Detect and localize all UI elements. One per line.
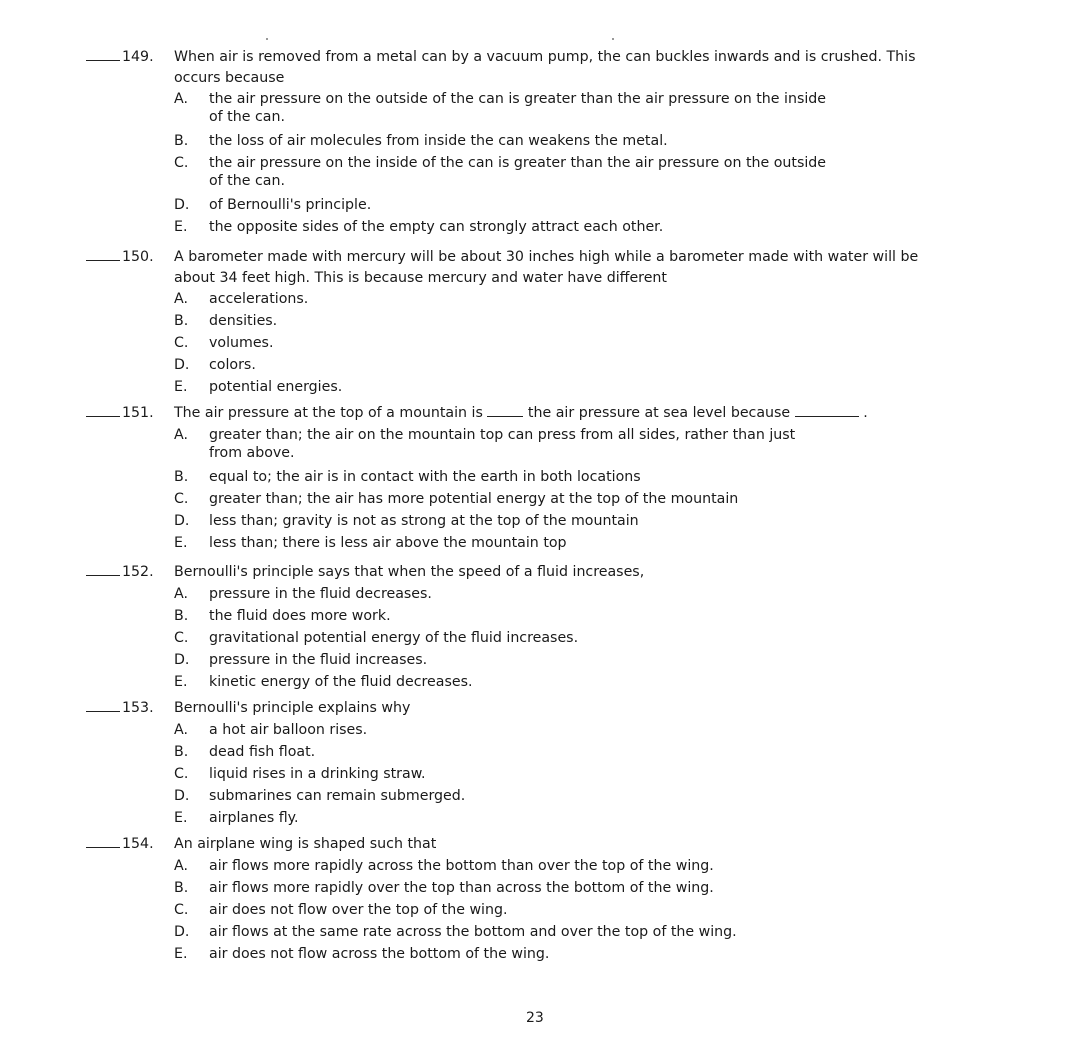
option-b [86, 605, 986, 627]
option-a [86, 719, 986, 741]
option-letter: C. [174, 902, 189, 918]
question-153 [86, 698, 986, 829]
fill-in-blank[interactable] [487, 404, 523, 417]
option-b [86, 310, 986, 332]
option-text: the air pressure on the outside of the can is greater than the air pressure on the inside [209, 91, 827, 107]
option-a-continued [86, 110, 986, 130]
answer-blank[interactable] [86, 562, 120, 576]
option-e [86, 216, 986, 238]
option-text: accelerations. [209, 291, 309, 307]
option-e [86, 376, 986, 398]
question-stem-part: . [863, 405, 868, 421]
option-text: the fluid does more work. [209, 608, 391, 624]
answer-blank[interactable] [86, 698, 120, 712]
option-letter: E. [174, 810, 188, 826]
option-b [86, 130, 986, 152]
option-text: equal to; the air is in contact with the earth in both locations [209, 469, 641, 485]
option-d [86, 194, 986, 216]
answer-blank[interactable] [86, 403, 120, 417]
option-letter: D. [174, 197, 190, 213]
option-e [86, 943, 986, 965]
question-152 [86, 562, 986, 693]
option-text: air flows at the same rate across the bottom and over the top of the wing. [209, 924, 737, 940]
question-number: 150. [122, 249, 154, 265]
option-d [86, 921, 986, 943]
option-letter: C. [174, 491, 189, 507]
option-a [86, 288, 986, 310]
option-c [86, 152, 986, 174]
question-number: 149. [122, 49, 154, 65]
question-stem [174, 403, 868, 424]
option-letter: E. [174, 379, 188, 395]
option-text-continued: of the can. [209, 109, 285, 125]
option-text: dead fish float. [209, 744, 316, 760]
question-149 [86, 47, 986, 238]
option-text: colors. [209, 357, 256, 373]
option-text: the air pressure on the inside of the can is greater than the air pressure on the outside [209, 155, 827, 171]
option-text-continued: from above. [209, 445, 295, 461]
question-number: 153. [122, 700, 154, 716]
question-stem-part: the air pressure at sea level because [527, 405, 791, 421]
option-text: air flows more rapidly across the bottom than over the top of the wing. [209, 858, 714, 874]
option-text: the opposite sides of the empty can strongly attract each other. [209, 219, 664, 235]
option-letter: A. [174, 722, 188, 738]
option-text: volumes. [209, 335, 274, 351]
option-a [86, 583, 986, 605]
option-letter: B. [174, 313, 189, 329]
option-d [86, 785, 986, 807]
option-text: air does not flow over the top of the wing. [209, 902, 508, 918]
option-letter: B. [174, 133, 189, 149]
question-number: 154. [122, 836, 154, 852]
option-letter: C. [174, 766, 189, 782]
option-letter: E. [174, 535, 188, 551]
option-text: air flows more rapidly over the top than across the bottom of the wing. [209, 880, 714, 896]
option-b [86, 466, 986, 488]
option-c [86, 899, 986, 921]
question-stem-continued: about 34 feet high. This is because mercury and water have different [174, 270, 667, 286]
option-c-continued [86, 174, 986, 194]
option-c [86, 763, 986, 785]
option-letter: C. [174, 155, 189, 171]
question-number: 151. [122, 405, 154, 421]
option-letter: A. [174, 427, 188, 443]
question-number: 152. [122, 564, 154, 580]
option-letter: A. [174, 858, 188, 874]
option-text: potential energies. [209, 379, 343, 395]
option-e [86, 532, 986, 554]
option-text: greater than; the air on the mountain top can press from all sides, rather than just [209, 427, 796, 443]
option-a-continued [86, 446, 986, 466]
option-text: kinetic energy of the fluid decreases. [209, 674, 473, 690]
option-b [86, 877, 986, 899]
option-text: less than; there is less air above the mountain top [209, 535, 567, 551]
option-d [86, 354, 986, 376]
option-letter: A. [174, 291, 188, 307]
option-text: airplanes fly. [209, 810, 299, 826]
option-letter: E. [174, 674, 188, 690]
option-letter: C. [174, 630, 189, 646]
option-text: gravitational potential energy of the fluid increases. [209, 630, 579, 646]
page-number: 23 [526, 1010, 544, 1026]
option-letter: D. [174, 513, 190, 529]
question-stem: When air is removed from a metal can by a vacuum pump, the can buckles inwards and is crushed. This [174, 49, 916, 65]
scan-mark [266, 38, 268, 40]
option-c [86, 332, 986, 354]
option-e [86, 671, 986, 693]
option-letter: D. [174, 357, 190, 373]
option-letter: A. [174, 91, 188, 107]
question-stem-continued: occurs because [174, 70, 285, 86]
fill-in-blank[interactable] [795, 404, 859, 417]
question-150 [86, 247, 986, 398]
option-text-continued: of the can. [209, 173, 285, 189]
option-c [86, 627, 986, 649]
option-letter: B. [174, 469, 189, 485]
scan-mark [612, 38, 614, 40]
answer-blank[interactable] [86, 47, 120, 61]
option-a [86, 88, 986, 110]
option-letter: C. [174, 335, 189, 351]
question-154 [86, 834, 986, 965]
option-text: densities. [209, 313, 278, 329]
option-a [86, 424, 986, 446]
option-d [86, 649, 986, 671]
option-text: a hot air balloon rises. [209, 722, 368, 738]
option-letter: D. [174, 652, 190, 668]
question-stem: A barometer made with mercury will be about 30 inches high while a barometer made with water will be [174, 249, 919, 265]
option-text: of Bernoulli's principle. [209, 197, 372, 213]
option-letter: D. [174, 924, 190, 940]
option-e [86, 807, 986, 829]
option-d [86, 510, 986, 532]
question-stem: Bernoulli's principle explains why [174, 700, 411, 716]
option-letter: A. [174, 586, 188, 602]
answer-blank[interactable] [86, 834, 120, 848]
option-text: greater than; the air has more potential energy at the top of the mountain [209, 491, 739, 507]
option-text: less than; gravity is not as strong at the top of the mountain [209, 513, 639, 529]
option-letter: E. [174, 946, 188, 962]
question-stem: An airplane wing is shaped such that [174, 836, 437, 852]
question-151 [86, 403, 986, 554]
question-stem-part: The air pressure at the top of a mountain is [174, 405, 483, 421]
option-letter: B. [174, 608, 189, 624]
option-c [86, 488, 986, 510]
option-text: liquid rises in a drinking straw. [209, 766, 426, 782]
option-letter: B. [174, 744, 189, 760]
option-letter: D. [174, 788, 190, 804]
option-text: air does not flow across the bottom of the wing. [209, 946, 550, 962]
option-text: submarines can remain submerged. [209, 788, 466, 804]
question-stem: Bernoulli's principle says that when the speed of a fluid increases, [174, 564, 645, 580]
option-text: pressure in the fluid increases. [209, 652, 428, 668]
option-a [86, 855, 986, 877]
option-letter: E. [174, 219, 188, 235]
answer-blank[interactable] [86, 247, 120, 261]
option-text: pressure in the fluid decreases. [209, 586, 432, 602]
option-b [86, 741, 986, 763]
option-text: the loss of air molecules from inside the can weakens the metal. [209, 133, 668, 149]
option-letter: B. [174, 880, 189, 896]
